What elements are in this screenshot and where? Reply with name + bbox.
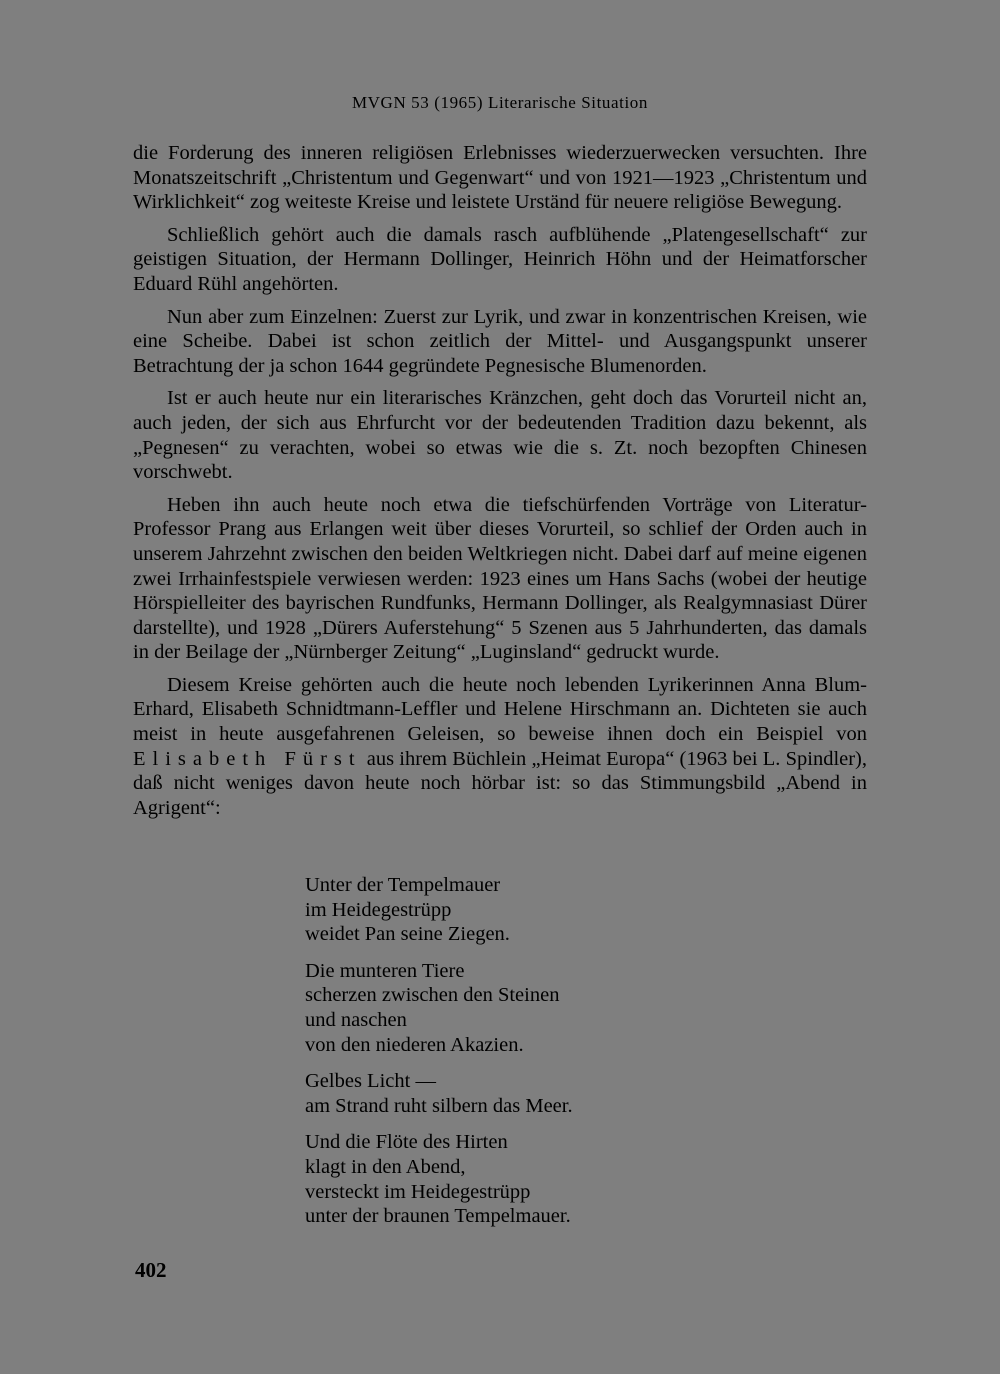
poem-line: im Heidegestrüpp	[305, 898, 452, 921]
paragraph-4: Ist er auch heute nur ein literarisches Kränzchen, geht doch das Vorurteil nicht an, auch jeden, der sich aus Ehrfurcht vor der bedeutenden Tradition dazu bekennt, als „Pegnesen“ zu verachten, wobei so etwas wie die s. Zt. noch bezopften Chinesen vorschwebt.	[133, 387, 867, 484]
poem-line: und naschen	[305, 1008, 407, 1031]
page-number: 402	[135, 1258, 167, 1282]
paragraph-3: Nun aber zum Einzelnen: Zuerst zur Lyrik, und zwar in konzentrischen Kreisen, wie eine Scheibe. Dabei ist schon zeitlich der Mittel- und Ausgangspunkt unserer Betrachtung der ja schon 1644 gegründete Pegnesische Blumenorden.	[133, 305, 867, 377]
poem-stanza-2	[305, 959, 785, 1057]
body-text	[133, 141, 867, 828]
poem-stanza-3	[305, 1069, 785, 1118]
poem-line: scherzen zwischen den Steinen	[305, 984, 560, 1007]
poem-line: klagt in den Abend,	[305, 1155, 466, 1178]
poem-line: am Strand ruht silbern das Meer.	[305, 1094, 573, 1117]
paragraph-5: Heben ihn auch heute noch etwa die tiefschürfenden Vorträge von Literatur-Professor Prang aus Erlangen weit über dieses Vorurteil, so schlief der Orden auch in unserem Jahrzehnt zwischen den beiden Weltkriegen nicht. Dabei darf auf meine eigenen zwei Irrhainfestspiele verwiesen werden: 1923 eines um Hans Sachs (wobei der heutige Hörspielleiter des bayrischen Rundfunks, Hermann Dollinger, als Realgymnasiast Dürer darstellte), und 1928 „Dürers Auferstehung“ 5 Szenen aus 5 Jahrhunderten, das damals in der Beilage der „Nürnberger Zeitung“ „Luginsland“ gedruckt wurde.	[133, 493, 867, 664]
poem-line: von den niederen Akazien.	[305, 1033, 524, 1056]
poem-stanza-4	[305, 1130, 785, 1228]
paragraph-6	[133, 673, 867, 821]
poem-stanza-1	[305, 873, 785, 947]
poem-line: unter der braunen Tempelmauer.	[305, 1205, 571, 1228]
poem-line: Unter der Tempelmauer	[305, 874, 501, 896]
author-name-spaced: Elisabeth Fürst	[133, 747, 362, 770]
paragraph-1: die Forderung des inneren religiösen Erlebnisses wiederzuerwecken versuchten. Ihre Monatszeitschrift „Christentum und Gegenwart“ und von 1921—1923 „Christentum und Wirklichkeit“ zog weiteste Kreise und leistete Urständ für neuere religiöse Bewegung.	[133, 142, 867, 214]
poem-line: Und die Flöte des Hirten	[305, 1131, 508, 1154]
poem-line: weidet Pan seine Ziegen.	[305, 923, 510, 946]
paragraph-6-after: aus ihrem Büchlein „Heimat Europa“ (1963 bei L. Spindler), daß nicht weniges davon heute noch hörbar ist: so das Stimmungsbild „Abend in Agrigent“:	[133, 747, 868, 819]
paragraph-6-before: Diesem Kreise gehörten auch die heute noch lebenden Lyrikerinnen Anna Blum-Erhard, Elisabeth Schnidtmann-Leffler und Helene Hirschmann an. Dichteten sie auch meist in heute ausgefahrenen Geleisen, so beweise ihnen doch ein Beispiel von	[133, 673, 867, 746]
running-head: MVGN 53 (1965) Literarische Situation	[351, 93, 649, 112]
poem-line: Die munteren Tiere	[305, 959, 465, 982]
poem	[305, 873, 785, 1241]
paragraph-2: Schließlich gehört auch die damals rasch aufblühende „Platengesellschaft“ zur geistigen Situation, der Hermann Dollinger, Heinrich Höhn und der Heimatforscher Eduard Rühl angehörten.	[133, 223, 867, 295]
poem-line: Gelbes Licht —	[305, 1070, 436, 1093]
poem-line: versteckt im Heidegestrüpp	[305, 1180, 531, 1203]
